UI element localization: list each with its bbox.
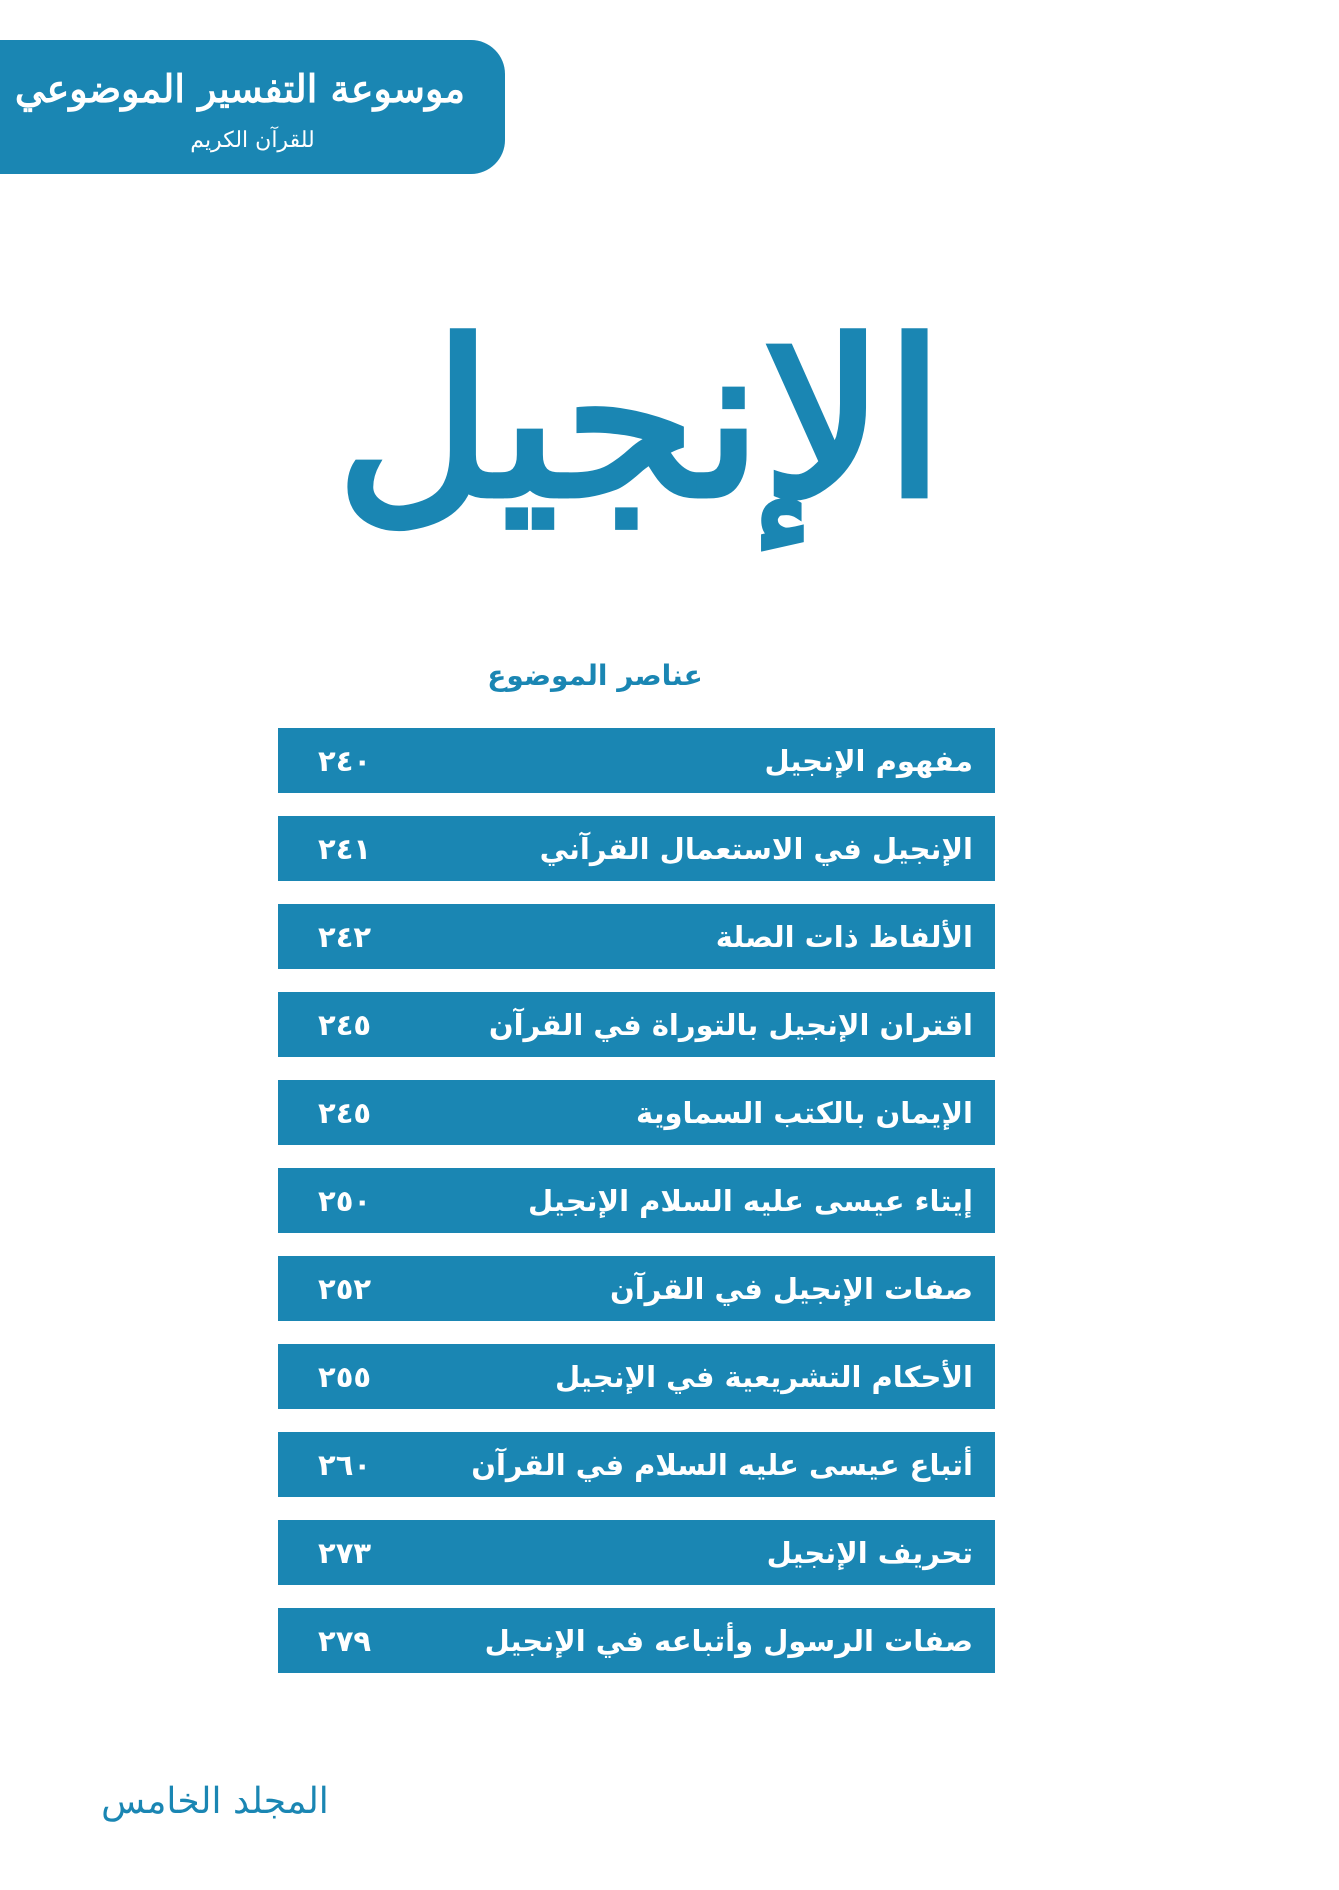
toc-row-page: ٢٥٠ (318, 1183, 372, 1218)
toc-row-label: اقتران الإنجيل بالتوراة في القرآن (488, 1007, 973, 1042)
toc-row-page: ٢٤٢ (318, 919, 372, 954)
toc-row-label: تحريف الإنجيل (766, 1535, 973, 1570)
toc-row[interactable] (278, 1080, 995, 1145)
toc-row-page: ٢٤٥ (318, 1095, 372, 1130)
page-title: الإنجيل (335, 293, 945, 546)
series-subtitle: للقرآن الكريم (190, 128, 315, 153)
toc-row-label: الإنجيل في الاستعمال القرآني (539, 831, 973, 866)
toc-row-page: ٢٦٠ (318, 1447, 372, 1482)
toc-row-label: إيتاء عيسى عليه السلام الإنجيل (528, 1183, 973, 1218)
series-banner (0, 40, 505, 174)
toc-row-label: الأحكام التشريعية في الإنجيل (554, 1359, 973, 1394)
toc-row[interactable] (278, 1608, 995, 1673)
toc-row[interactable] (278, 1256, 995, 1321)
toc-row-page: ٢٧٣ (318, 1535, 372, 1570)
toc-row-label: الإيمان بالكتب السماوية (636, 1095, 973, 1130)
toc-row[interactable] (278, 1344, 995, 1409)
toc-row-label: أتباع عيسى عليه السلام في القرآن (471, 1447, 973, 1482)
toc-heading: عناصر الموضوع (487, 659, 703, 692)
toc-row-label: الألفاظ ذات الصلة (715, 919, 973, 954)
toc-row-page: ٢٥٢ (318, 1271, 372, 1306)
series-title: موسوعة التفسير الموضوعي (14, 66, 465, 111)
toc-row-label: مفهوم الإنجيل (764, 743, 973, 778)
toc-row-label: صفات الرسول وأتباعه في الإنجيل (484, 1623, 973, 1658)
toc-row-page: ٢٤١ (318, 831, 372, 866)
toc-row-page: ٢٤٠ (318, 743, 372, 778)
toc-row[interactable] (278, 1168, 995, 1233)
toc-row-page: ٢٤٥ (318, 1007, 372, 1042)
toc-row[interactable] (278, 992, 995, 1057)
toc-row-page: ٢٧٩ (318, 1623, 372, 1658)
toc-row[interactable] (278, 1432, 995, 1497)
toc-row[interactable] (278, 1520, 995, 1585)
toc-list (278, 728, 995, 1696)
volume-label: المجلد الخامس (101, 1781, 329, 1822)
toc-row-page: ٢٥٥ (318, 1359, 372, 1394)
toc-row[interactable] (278, 816, 995, 881)
toc-row[interactable] (278, 728, 995, 793)
toc-row-label: صفات الإنجيل في القرآن (609, 1271, 973, 1306)
toc-row[interactable] (278, 904, 995, 969)
